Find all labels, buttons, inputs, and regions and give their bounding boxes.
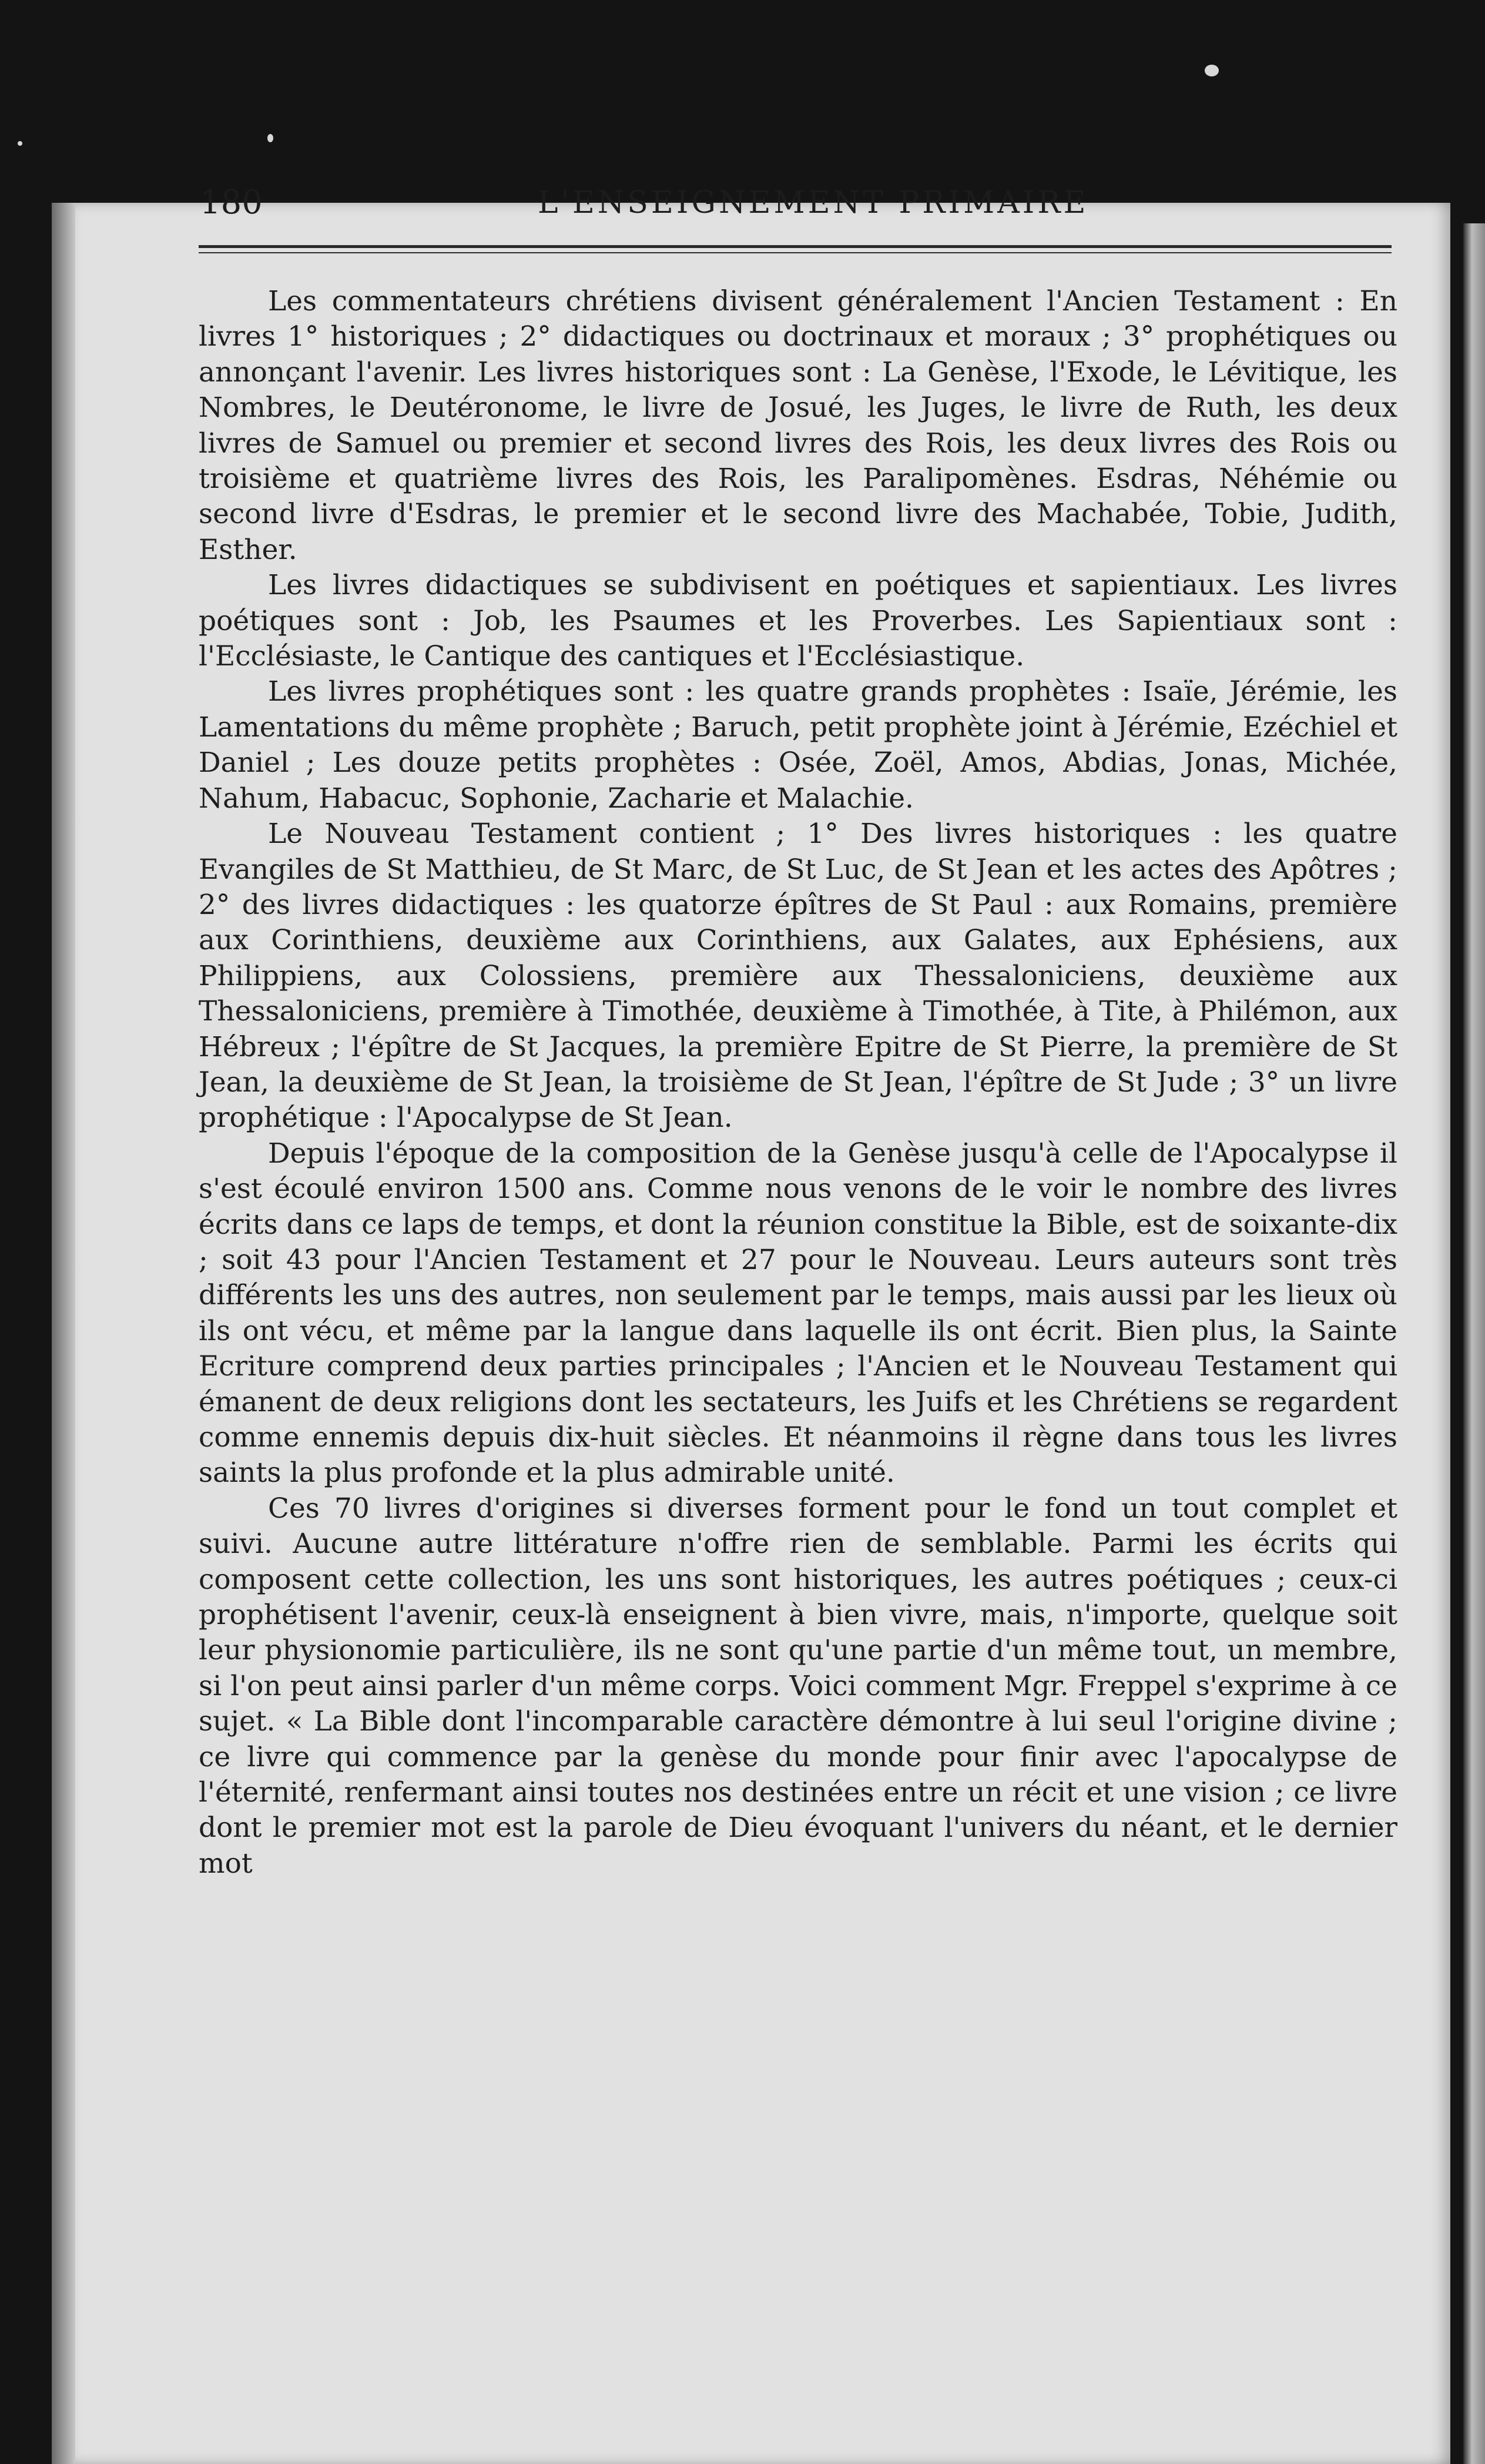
running-title: L'ENSEIGNEMENT PRIMAIRE — [538, 185, 1089, 220]
header-rule — [199, 252, 1392, 253]
backdrop-speck — [18, 141, 22, 146]
page-number: 180 — [200, 183, 263, 222]
backdrop-speck — [267, 134, 273, 142]
paragraph: Les commentateurs chrétiens divisent généralement l'Ancien Testament : En livres 1° historiques ; 2° didactiques ou doctrinaux et moraux ; 3° prophétiques ou annonçant l'avenir. Les livres historiques sont : La Genèse, l'Exode, le Lévitique, les Nombres, le Deutéronome, le livre de Josué, les Juges, le livre de Ruth, les deux livres de Samuel ou premier et second livres des Rois, les deux livres des Rois ou troisième et quatrième livres des Rois, les Paralipomènes. Esdras, Néhémie ou second livre d'Esdras, le premier et le second livre des Machabée, Tobie, Judith, Esther. — [199, 285, 1397, 566]
paragraph: Les livres prophétiques sont : les quatre grands prophètes : Isaïe, Jérémie, les Lamentations du même prophète ; Baruch, petit prophète joint à Jérémie, Ezéchiel et Daniel ; Les douze petits prophètes : Osée, Zoël, Amos, Abdias, Jonas, Michée, Nahum, Habacuc, Sophonie, Zacharie et Malachie. — [199, 675, 1397, 815]
paragraph: Ces 70 livres d'origines si diverses forment pour le fond un tout complet et suivi. Aucune autre littérature n'offre rien de semblable. Parmi les écrits qui composent cette collection, les uns sont historiques, les autres poétiques ; ceux-ci prophétisent l'avenir, ceux-là enseignent à bien vivre, mais, n'importe, quelque soit leur physionomie particulière, ils ne sont qu'une partie d'un même tout, un membre, si l'on peut ainsi parler d'un même corps. Voici comment Mgr. Freppel s'exprime à ce sujet. « La Bible dont l'incomparable caractère démontre à lui seul l'origine divine ; ce livre qui commence par la genèse du monde pour finir avec l'apocalypse de l'éternité, renfermant ainsi toutes nos destinées entre un récit et une vision ; ce livre dont le premier mot est la parole de Dieu évoquant l'univers du néant, et le dernier mot — [199, 1492, 1397, 1880]
backdrop-speck — [1205, 65, 1219, 76]
body-text — [199, 284, 1397, 1882]
paragraph: Le Nouveau Testament contient ; 1° Des livres historiques : les quatre Evangiles de St Matthieu, de St Marc, de St Luc, de St Jean et les actes des Apôtres ; 2° des livres didactiques : les quatorze épîtres de St Paul : aux Romains, première aux Corinthiens, deuxième aux Corinthiens, aux Galates, aux Ephésiens, aux Philippiens, aux Colossiens, première aux Thessaloniciens, deuxième aux Thessaloniciens, première à Timothée, deuxième à Timothée, à Tite, à Philémon, aux Hébreux ; l'épître de St Jacques, la première Epitre de St Pierre, la première de St Jean, la deuxième de St Jean, la troisième de St Jean, l'épître de St Jude ; 3° un livre prophétique : l'Apocalypse de St Jean. — [199, 818, 1397, 1134]
page-spine-shadow — [52, 203, 75, 2464]
paragraph: Depuis l'époque de la composition de la Genèse jusqu'à celle de l'Apocalypse il s'est écoulé environ 1500 ans. Comme nous venons de le voir le nombre des livres écrits dans ce laps de temps, et dont la réunion constitue la Bible, est de soixante-dix ; soit 43 pour l'Ancien Testament et 27 pour le Nouveau. Leurs auteurs sont très différents les uns des autres, non seulement par le temps, mais aussi par les lieux où ils ont vécu, et même par la langue dans laquelle ils ont écrit. Bien plus, la Sainte Ecriture comprend deux parties principales ; l'Ancien et le Nouveau Testament qui émanent de deux religions dont les sectateurs, les Juifs et les Chrétiens se regardent comme ennemis depuis dix-huit siècles. Et néanmoins il règne dans tous les livres saints la plus profonde et la plus admirable unité. — [199, 1137, 1397, 1489]
page-header — [200, 173, 1393, 232]
paragraph: Les livres didactiques se subdivisent en poétiques et sapientiaux. Les livres poétiques sont : Job, les Psaumes et les Proverbes. Les Sapientiaux sont : l'Ecclésiaste, le Cantique des cantiques et l'Ecclésiastique. — [199, 569, 1397, 673]
header-rule — [199, 245, 1392, 248]
next-page-edge — [1463, 223, 1485, 2464]
